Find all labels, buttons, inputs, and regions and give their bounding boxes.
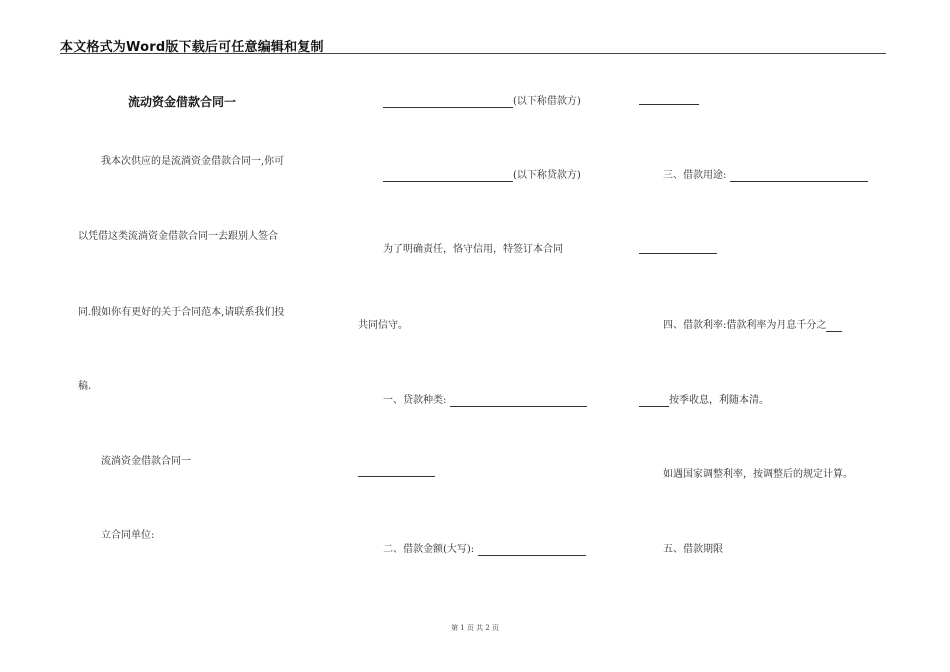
borrower-label: (以下称借款方)	[513, 96, 581, 107]
rate-adjustment-note: 如遇国家调整利率，按调整后的规定计算。	[663, 469, 853, 480]
loan-type-blank	[450, 396, 587, 407]
intro-line-1: 我本次供应的是流淌资金借款合同一,你可	[101, 156, 285, 167]
right-top-blank	[639, 104, 699, 105]
page-header: 本文格式为Word版下载后可任意编辑和复制	[60, 40, 324, 55]
purpose-line-1: 为了明确责任，恪守信用，特签订本合同	[383, 244, 563, 255]
purpose-line-2: 共同信守。	[358, 320, 408, 331]
intro-line-4: 稿.	[78, 381, 92, 392]
lender-label: (以下称贷款方)	[513, 170, 581, 181]
clause-1-label: 一、贷款种类:	[383, 395, 447, 406]
loan-purpose-continuation-blank	[639, 253, 717, 254]
lender-line	[383, 169, 581, 182]
clause-2-label: 二、借款金额(大写):	[383, 544, 475, 555]
page-footer: 第 1 页 共 2 页	[450, 624, 500, 632]
interest-rate-blank	[826, 321, 842, 332]
header-divider	[60, 53, 886, 54]
clause-5-label: 五、借款期限	[663, 544, 723, 555]
borrower-blank	[383, 97, 513, 108]
lender-blank	[383, 171, 513, 182]
borrower-line	[383, 95, 581, 108]
clause-4-line	[663, 319, 842, 332]
clause-4-label: 四、借款利率:借款利率为月息千分之	[663, 320, 827, 331]
loan-type-continuation-blank	[358, 476, 435, 477]
contract-subtitle: 流淌资金借款合同一	[101, 456, 191, 467]
intro-line-2: 以凭借这类流淌资金借款合同一去跟别人签合	[78, 231, 278, 242]
clause-3-line	[663, 169, 868, 182]
clause-3-label: 三、借款用途:	[663, 170, 727, 181]
clause-4-cont-text: 按季收息，利随本清。	[669, 395, 769, 406]
intro-line-3: 同.假如你有更好的关于合同范本,请联系我们投	[78, 307, 285, 318]
clause-2-line	[383, 543, 586, 556]
interest-continuation-blank	[639, 396, 669, 407]
clause-1-line	[383, 394, 587, 407]
document-title: 流动资金借款合同一	[128, 95, 237, 109]
party-label: 立合同单位:	[101, 530, 155, 541]
loan-amount-blank	[478, 545, 586, 556]
clause-4-continuation	[639, 394, 769, 407]
loan-purpose-blank	[730, 171, 868, 182]
